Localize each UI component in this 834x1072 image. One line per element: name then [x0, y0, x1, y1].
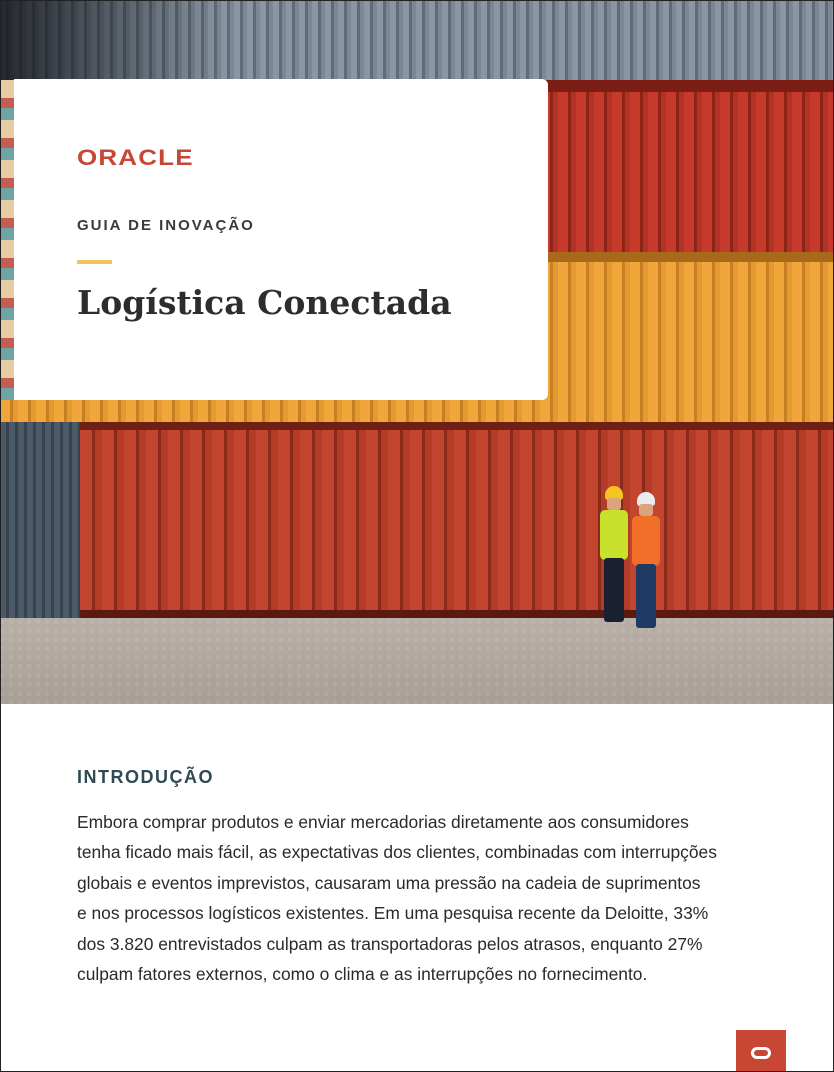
oracle-o-icon: [736, 1030, 786, 1072]
intro-heading: INTRODUÇÃO: [77, 767, 214, 787]
intro-line: culpam fatores externos, como o clima e as interrupções no fornecimento.: [77, 964, 648, 985]
intro-line: tenha ficado mais fácil, as expectativas dos clientes, combinadas com interrupções: [77, 842, 717, 863]
worker-hardhat-yellow: [598, 486, 628, 626]
container-stack-left: [0, 422, 82, 622]
decorative-pattern-strip: [0, 80, 14, 400]
document-title: Logística Conectada: [77, 283, 452, 322]
title-card: [14, 79, 548, 400]
container-red-ground: [80, 422, 834, 618]
intro-line: Embora comprar produtos e enviar mercadorias diretamente aos consumidores: [77, 812, 689, 832]
accent-divider: [77, 260, 112, 264]
worker-hardhat-white: [630, 492, 660, 632]
intro-line: e nos processos logísticos existentes. Em uma pesquisa recente da Deloitte, 33%: [77, 903, 709, 924]
intro-line: globais e eventos imprevistos, causaram uma pressão na cadeia de suprimentos: [77, 872, 701, 893]
intro-line: dos 3.820 entrevistados culpam as transportadoras pelos atrasos, enquanto 27%: [77, 933, 703, 954]
container-row-blue: [0, 0, 834, 80]
intro-paragraph: [77, 807, 793, 989]
pavement: [0, 618, 834, 704]
oracle-logo: ORACLE: [77, 145, 194, 170]
document-type-label: GUIA DE INOVAÇÃO: [77, 217, 255, 234]
